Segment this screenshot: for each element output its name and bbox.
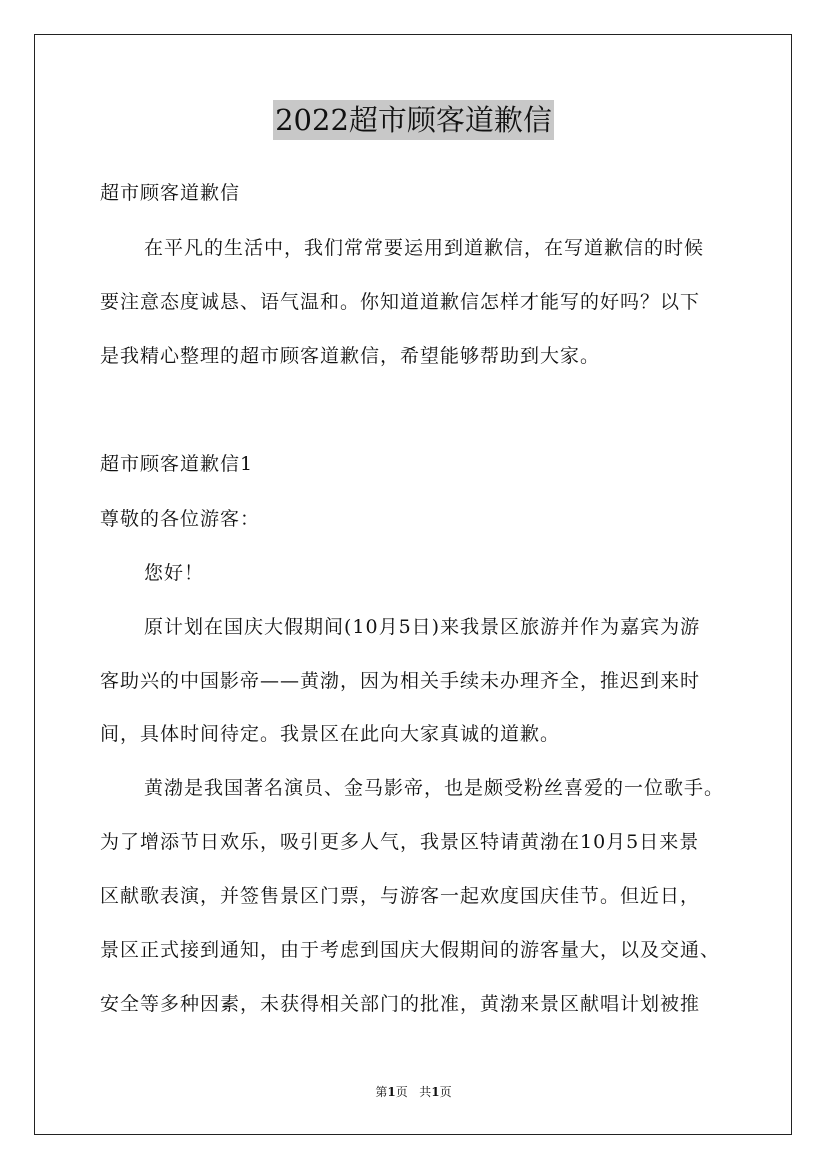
- footer-page-prefix: 第: [375, 1085, 388, 1099]
- document-title: 2022超市顾客道歉信: [273, 100, 554, 140]
- paragraph-line: 为了增添节日欢乐，吸引更多人气，我景区特请黄渤在10月5日来景: [100, 831, 700, 853]
- paragraph-line: 客助兴的中国影帝——黄渤，因为相关手续未办理齐全，推迟到来时: [100, 670, 701, 692]
- subtitle: 超市顾客道歉信: [100, 182, 241, 204]
- intro-line: 在平凡的生活中，我们常常要运用到道歉信，在写道歉信的时候: [144, 237, 705, 259]
- intro-line: 要注意态度诚恳、语气温和。你知道道歉信怎样才能写的好吗？以下: [100, 291, 701, 313]
- paragraph-line: 黄渤是我国著名演员、金马影帝，也是颇受粉丝喜爱的一位歌手。: [144, 777, 725, 799]
- paragraph-line: 区献歌表演，并签售景区门票，与游客一起欢度国庆佳节。但近日，: [100, 885, 701, 907]
- intro-line: 是我精心整理的超市顾客道歉信，希望能够帮助到大家。: [100, 345, 601, 367]
- footer-page-mid: 页 共: [395, 1085, 432, 1099]
- greeting: 您好！: [144, 562, 205, 584]
- paragraph-line: 安全等多种因素，未获得相关部门的批准，黄渤来景区献唱计划被推: [100, 993, 701, 1015]
- paragraph-line: 间，具体时间待定。我景区在此向大家真诚的道歉。: [100, 723, 561, 745]
- title-container: [0, 100, 827, 140]
- salutation: 尊敬的各位游客：: [100, 508, 261, 530]
- paragraph-line: 原计划在国庆大假期间(10月5日)来我景区旅游并作为嘉宾为游: [144, 616, 701, 638]
- paragraph-line: 景区正式接到通知，由于考虑到国庆大假期间的游客量大，以及交通、: [100, 939, 721, 961]
- letter-heading: 超市顾客道歉信1: [100, 453, 254, 475]
- footer-page-suffix: 页: [439, 1085, 452, 1099]
- footer-page-number: 1: [387, 1085, 396, 1099]
- footer-page-total: 1: [431, 1085, 440, 1099]
- page-footer: [0, 1083, 827, 1101]
